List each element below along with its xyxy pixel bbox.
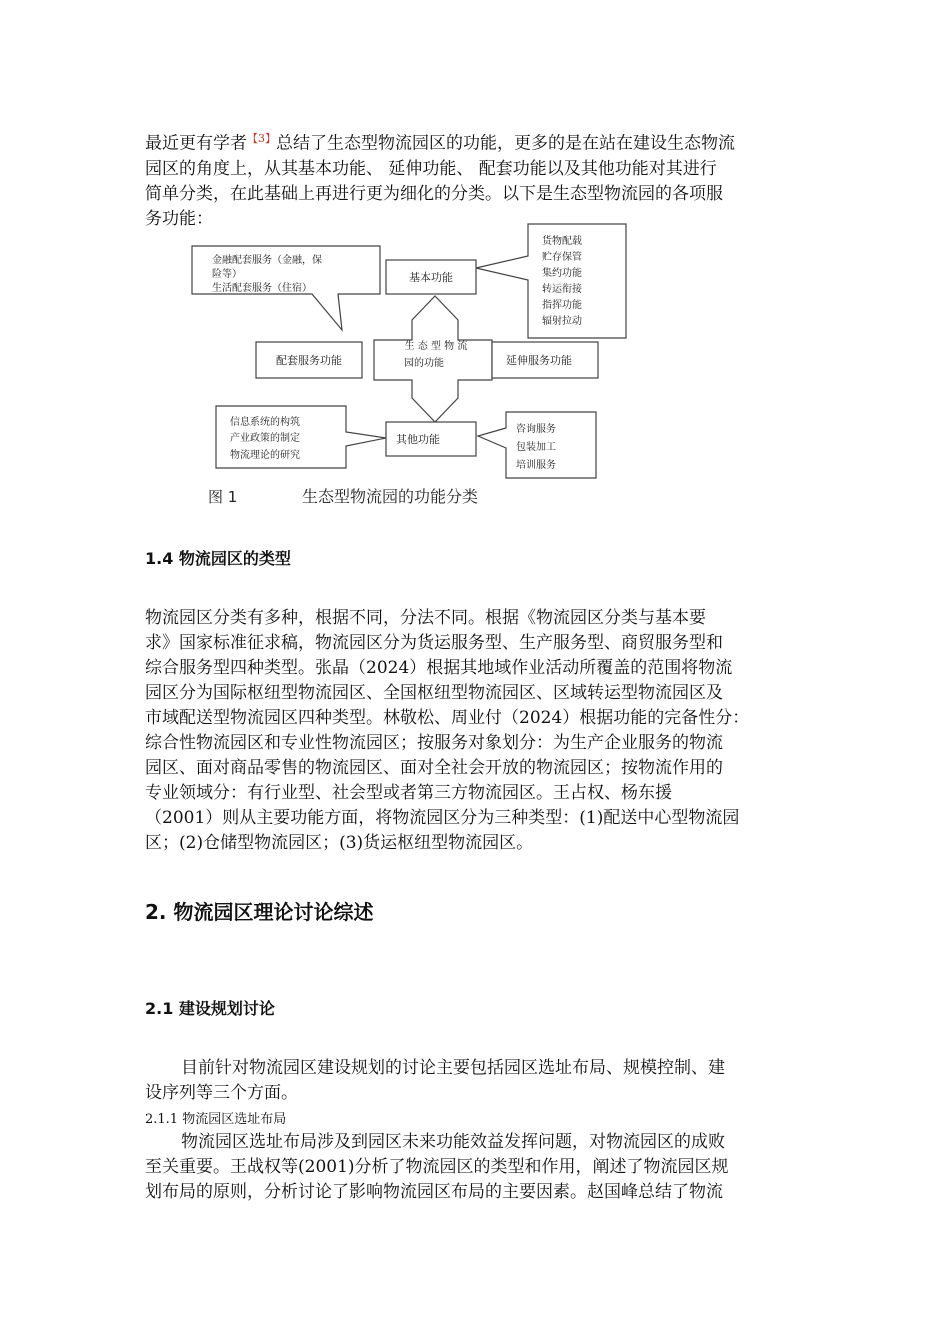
extended-services-box bbox=[492, 342, 598, 378]
callout-bottom-right-line-1: 咨询服务 bbox=[516, 424, 556, 435]
section-1-4-line: 专业领域分：有行业型、社会型或者第三方物流园区。王占权、杨东援 bbox=[145, 783, 672, 803]
section-2-1-paragraph bbox=[145, 1056, 810, 1106]
callout-bottom-right bbox=[478, 412, 596, 478]
callout-top-right-line-3: 集约功能 bbox=[542, 268, 582, 279]
section-1-4-paragraph bbox=[145, 606, 810, 856]
support-services-label: 配套服务功能 bbox=[276, 354, 342, 367]
basic-function-label: 基本功能 bbox=[409, 271, 453, 284]
eco-logistics-function-diagram bbox=[190, 222, 650, 512]
section-1-4-line: （2001）则从主要功能方面，将物流园区分为三种类型：(1)配送中心型物流园 bbox=[145, 808, 740, 828]
callout-bottom-left-line-3: 物流理论的研究 bbox=[230, 450, 300, 461]
section-1-4-line: 综合性物流园区和专业性物流园区；按服务对象划分：为生产企业服务的物流 bbox=[145, 733, 723, 753]
intro-line-2: 园区的角度上，从其基本功能、 延伸功能、 配套功能以及其他功能对其进行 bbox=[145, 158, 717, 179]
figure-caption-label: 图 1 bbox=[208, 488, 238, 506]
section-1-4-line: 园区、面对商品零售的物流园区、面对全社会开放的物流园区；按物流作用的 bbox=[145, 758, 723, 778]
citation-marker[interactable]: 【3】 bbox=[247, 132, 276, 145]
section-2-1-1-heading: 2.1.1 物流园区选址布局 bbox=[145, 1112, 287, 1127]
callout-top-right-line-4: 转运衔接 bbox=[542, 284, 582, 295]
section-2-1-1-line: 物流园区选址布局涉及到园区未来功能效益发挥问题，对物流园区的成败 bbox=[181, 1132, 725, 1152]
intro-line-1: 最近更有学者$^{【3】}$总结了生态型物流园区的功能，更多的是在站在建设生态物流 bbox=[145, 132, 735, 154]
callout-top-right-line-5: 指挥功能 bbox=[542, 300, 582, 311]
callout-top-left-line-1: 金融配套服务（金融，保 bbox=[212, 255, 322, 266]
callout-bottom-right-line-2: 包装加工 bbox=[516, 442, 556, 453]
other-function-box bbox=[386, 422, 476, 456]
section-2-heading: 2. 物流园区理论讨论综述 bbox=[145, 900, 374, 924]
callout-top-left bbox=[192, 246, 380, 330]
section-1-4-line: 区；(2)仓储型物流园区；(3)货运枢纽型物流园区。 bbox=[145, 833, 534, 853]
callout-bottom-left-line-1: 信息系统的构筑 bbox=[230, 417, 300, 428]
callout-top-right-line-6: 辐射拉动 bbox=[542, 316, 582, 327]
section-2-1-1-paragraph bbox=[145, 1130, 810, 1205]
section-1-4-line: 园区分为国际枢纽型物流园区、全国枢纽型物流园区、区域转运型物流园区及 bbox=[145, 683, 723, 703]
callout-top-right-line-2: 贮存保管 bbox=[542, 252, 582, 263]
center-shape bbox=[374, 296, 492, 422]
section-1-4-heading: 1.4 物流园区的类型 bbox=[145, 549, 291, 568]
section-2-1-heading: 2.1 建设规划讨论 bbox=[145, 999, 275, 1018]
section-1-4-line: 物流园区分类有多种，根据不同，分法不同。根据《物流园区分类与基本要 bbox=[145, 608, 706, 628]
callout-top-right-line-1: 货物配载 bbox=[542, 236, 582, 247]
intro-line-3: 简单分类，在此基础上再进行更为细化的分类。以下是生态型物流园的各项服 bbox=[145, 183, 723, 204]
support-services-box bbox=[256, 342, 362, 378]
section-2-1-line: 目前针对物流园区建设规划的讨论主要包括园区选址布局、规模控制、建 bbox=[181, 1058, 725, 1078]
callout-top-right bbox=[476, 224, 626, 338]
basic-function-box bbox=[386, 260, 476, 294]
intro-paragraph bbox=[145, 126, 810, 232]
section-1-4-line: 综合服务型四种类型。张晶（2024）根据其地域作业活动所覆盖的范围将物流 bbox=[145, 658, 733, 678]
intro-line-4: 务功能： bbox=[145, 208, 213, 229]
callout-bottom-right-line-3: 培训服务 bbox=[516, 460, 556, 471]
figure-caption-title: 生态型物流园的功能分类 bbox=[302, 487, 479, 506]
section-2-1-1-line: 划布局的原则，分析讨论了影响物流园区布局的主要因素。赵国峰总结了物流 bbox=[145, 1182, 723, 1202]
section-2-1-line: 设序列等三个方面。 bbox=[145, 1083, 298, 1103]
center-label-line-2: 园的功能 bbox=[404, 358, 444, 369]
section-1-4-line: 市域配送型物流园区四种类型。林敬松、周业付（2024）根据功能的完备性分： bbox=[145, 708, 750, 728]
callout-top-left-line-2: 险等） bbox=[212, 269, 242, 280]
extended-services-label: 延伸服务功能 bbox=[506, 354, 572, 367]
section-1-4-line: 求》国家标准征求稿，物流园区分为货运服务型、生产服务型、商贸服务型和 bbox=[145, 633, 723, 653]
callout-top-left-line-3: 生活配套服务（住宿） bbox=[212, 283, 312, 294]
callout-bottom-left-line-2: 产业政策的制定 bbox=[230, 433, 300, 444]
section-2-1-1-line: 至关重要。王战权等(2001)分析了物流园区的类型和作用，阐述了物流园区规 bbox=[145, 1157, 729, 1177]
callout-bottom-left bbox=[216, 406, 386, 468]
center-label-line-1: 生 态 型 物 流 bbox=[404, 341, 468, 352]
other-function-label: 其他功能 bbox=[396, 433, 440, 446]
